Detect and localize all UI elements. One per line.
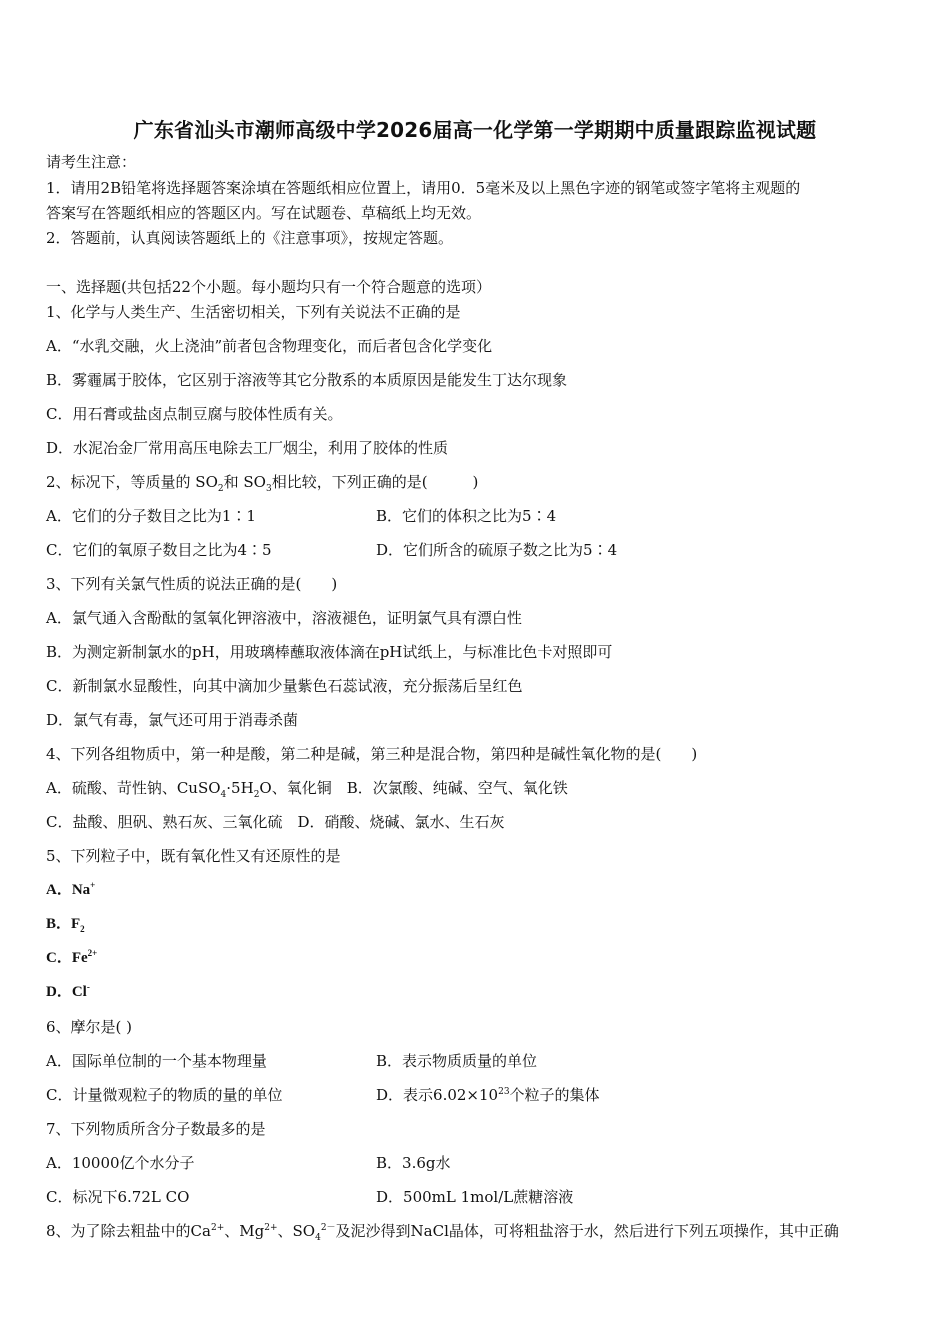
question-6-option-d: D．表示$6.02\times 10^{23}$个粒子的集体 bbox=[376, 1086, 600, 1104]
question-1-option-a: A．“水乳交融，火上浇油”前者包含物理变化，而后者包含化学变化 bbox=[46, 337, 493, 355]
question-6-option-c: C．计量微观粒子的物质的量的单位 bbox=[46, 1086, 283, 1104]
question-2-option-b: B．它们的体积之比为5∶4 bbox=[376, 507, 557, 525]
question-2-option-c: C．它们的氧原子数目之比为4∶5 bbox=[46, 541, 272, 559]
question-5-option-a: A．Na+ bbox=[46, 880, 96, 898]
question-6-option-a: A．国际单位制的一个基本物理量 bbox=[46, 1052, 267, 1070]
question-8-stem: 8、为了除去粗盐中的$Ca^{2+}$、$Mg^{2+}$、$SO_4^{2-}$及泥沙得到NaCl晶体，可将粗盐溶于水，然后进行下列五项操作，其中正确 bbox=[46, 1222, 839, 1243]
question-4-stem: 4、下列各组物质中，第一种是酸，第二种是碱，第三种是混合物，第四种是碱性氧化物的是( ) bbox=[46, 745, 698, 763]
question-1-option-d: D．水泥冶金厂常用高压电除去工厂烟尘，利用了胶体的性质 bbox=[46, 439, 449, 457]
question-3-option-a: A．氯气通入含酚酞的氢氧化钾溶液中，溶液褪色，证明氯气具有漂白性 bbox=[46, 609, 522, 627]
question-3-stem: 3、下列有关氯气性质的说法正确的是( ) bbox=[46, 575, 338, 593]
question-6-option-b: B．表示物质质量的单位 bbox=[376, 1052, 538, 1070]
question-7-option-a: A．10000亿个水分子 bbox=[46, 1154, 195, 1172]
page-title: 广东省汕头市潮师高级中学2026届高一化学第一学期期中质量跟踪监视试题 bbox=[133, 118, 817, 142]
question-3-option-c: C．新制氯水显酸性，向其中滴加少量紫色石蕊试液，充分振荡后呈红色 bbox=[46, 677, 523, 695]
question-2-option-d: D．它们所含的硫原子数之比为5∶4 bbox=[376, 541, 618, 559]
question-7-stem: 7、下列物质所含分子数最多的是 bbox=[46, 1120, 266, 1138]
question-5-option-d: D．Cl- bbox=[46, 982, 90, 1000]
notice-item-2: 2．答题前，认真阅读答题纸上的《注意事项》，按规定答题。 bbox=[46, 229, 454, 247]
section-heading: 一、选择题(共包括22个小题。每小题均只有一个符合题意的选项） bbox=[46, 278, 491, 296]
notice-item-1b: 答案写在答题纸相应的答题区内。写在试题卷、草稿纸上均无效。 bbox=[46, 204, 482, 222]
question-4-options-ab: A．硫酸、苛性钠、$CuSO_4\cdot 5H_2O$、氧化铜 B．次氯酸、纯碱、空气、氧化铁 bbox=[46, 779, 568, 800]
question-4-options-cd: C．盐酸、胆矾、熟石灰、三氧化硫 D．硝酸、烧碱、氯水、生石灰 bbox=[46, 813, 505, 831]
question-1-stem: 1、化学与人类生产、生活密切相关，下列有关说法不正确的是 bbox=[46, 303, 461, 321]
question-6-stem: 6、摩尔是( ) bbox=[46, 1018, 133, 1036]
question-1-option-b: B．雾霾属于胶体，它区别于溶液等其它分散系的本质原因是能发生丁达尔现象 bbox=[46, 371, 568, 389]
question-7-option-b: B．3.6g水 bbox=[376, 1154, 451, 1172]
question-1-option-c: C．用石膏或盐卤点制豆腐与胶体性质有关。 bbox=[46, 405, 343, 423]
question-2-option-a: A．它们的分子数目之比为1∶1 bbox=[46, 507, 256, 525]
question-5-option-c: C．$Fe^{2+}$ bbox=[46, 948, 98, 966]
question-2-stem: 2、标况下，等质量的 $SO_2$和 $SO_3$相比较，下列正确的是( ) bbox=[46, 473, 479, 494]
notice-heading: 请考生注意： bbox=[46, 153, 137, 171]
question-7-option-d: D．500mL 1mol/L蔗糖溶液 bbox=[376, 1188, 574, 1206]
notice-item-1a: 1．请用2B铅笔将选择题答案涂填在答题纸相应位置上，请用0．5毫米及以上黑色字迹的钢笔或签字笔将主观题的 bbox=[46, 179, 801, 197]
question-3-option-b: B．为测定新制氯水的pH，用玻璃棒蘸取液体滴在pH试纸上，与标准比色卡对照即可 bbox=[46, 643, 613, 661]
question-3-option-d: D．氯气有毒，氯气还可用于消毒杀菌 bbox=[46, 711, 299, 729]
question-5-option-b: B．$F_2$ bbox=[46, 916, 85, 934]
question-5-stem: 5、下列粒子中，既有氧化性又有还原性的是 bbox=[46, 847, 341, 865]
question-7-option-c: C．标况下6.72L CO bbox=[46, 1188, 190, 1206]
